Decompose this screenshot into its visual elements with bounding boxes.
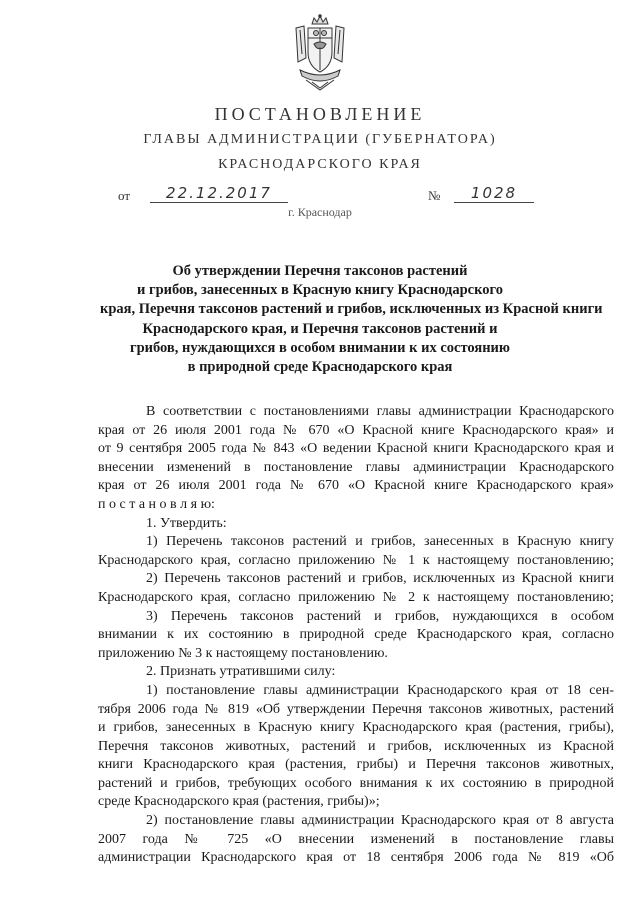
body-line: 2007 года № 725 «О внесении изменений в постановление главы	[98, 831, 614, 847]
title-line: Краснодарского края, и Перечня таксонов растений и	[142, 320, 498, 337]
title-line: Об утверждении Перечня таксонов растений	[172, 263, 468, 279]
coat-of-arms-emblem	[292, 14, 348, 94]
issuer-line-1: ГЛАВЫ АДМИНИСТРАЦИИ (ГУБЕРНАТОРА)	[143, 132, 497, 147]
body-line: 3) Перечень таксонов растений и грибов, нуждающихся в особом	[146, 608, 614, 624]
body-line: п о с т а н о в л я ю:	[98, 496, 215, 512]
body-line: среде Краснодарского края (растения, грибы)»;	[98, 794, 380, 810]
body-line: от 9 сентября 2005 года № 843 «О ведении Красной книги Краснодарского края и	[98, 441, 614, 457]
title-line: края, Перечня таксонов растений и грибов, исключенных из Красной книги	[100, 301, 603, 318]
title-line: и грибов, занесенных в Красную книгу Краснодарского	[137, 282, 503, 299]
title-line: грибов, нуждающихся в особом внимании к их состоянию	[129, 339, 510, 356]
body-line: книги Краснодарского края (растения, грибы) и Перечня таксонов животных,	[98, 757, 614, 773]
body-line: 2. Признать утратившими силу:	[146, 664, 336, 680]
body-line: внесении изменений в постановление главы администрации Краснодарского	[98, 459, 614, 475]
city-label: г. Краснодар	[288, 205, 352, 219]
body-line: Краснодарского края, согласно приложению № 1 к настоящему постановлению;	[98, 552, 614, 568]
body-line: администрации Краснодарского края от 18 сентября 2006 года № 819 «Об	[98, 850, 614, 866]
body-line: 1) постановление главы администрации Краснодарского края от 18 сен-	[146, 682, 614, 698]
body-line: 1. Утвердить:	[146, 515, 227, 531]
body-line: 1) Перечень таксонов растений и грибов, занесенных в Красную книгу	[146, 534, 614, 550]
body-line: Перечня таксонов животных, растений и грибов, исключенных из Красной	[98, 738, 614, 754]
number-prefix: №	[428, 188, 441, 203]
title-line: в природной среде Краснодарского края	[187, 359, 453, 376]
body-line: внимании к их состоянию в природной среде Краснодарского края, согласно	[98, 627, 614, 643]
body-line: и грибов, занесенных в Красную книгу Краснодарского края (растения, грибы),	[98, 720, 614, 736]
document-type-title: ПОСТАНОВЛЕНИЕ	[214, 104, 426, 124]
date-prefix: от	[118, 188, 131, 203]
body-line: Краснодарского края, согласно приложению № 2 к настоящему постановлению;	[98, 589, 614, 605]
body-line: В соответствии с постановлениями главы администрации Краснодарского	[146, 404, 614, 419]
body-line: 2) Перечень таксонов растений и грибов, исключенных из Красной книги	[146, 571, 614, 587]
body-line: растений и грибов, требующих особого внимания к их состоянию в природной	[98, 775, 614, 791]
issuer-line-2: КРАСНОДАРСКОГО КРАЯ	[218, 157, 422, 172]
document-date: 22.12.2017	[150, 184, 288, 203]
body-line: тября 2006 года № 819 «Об утверждении Перечня таксонов животных, растений	[98, 701, 614, 717]
body-line: края от 26 июля 2001 года № 670 «О Красной книге Краснодарского края»	[98, 478, 614, 494]
body-line: края от 26 июля 2001 года № 670 «О Красной книге Краснодарского края» и	[98, 422, 614, 438]
resolution-title	[100, 262, 603, 377]
document-number: 1028	[454, 184, 534, 203]
resolution-body	[98, 403, 614, 868]
body-line: 2) постановление главы администрации Краснодарского края от 8 августа	[146, 813, 614, 829]
body-line: приложению № 3 к настоящему постановлению.	[98, 645, 388, 661]
